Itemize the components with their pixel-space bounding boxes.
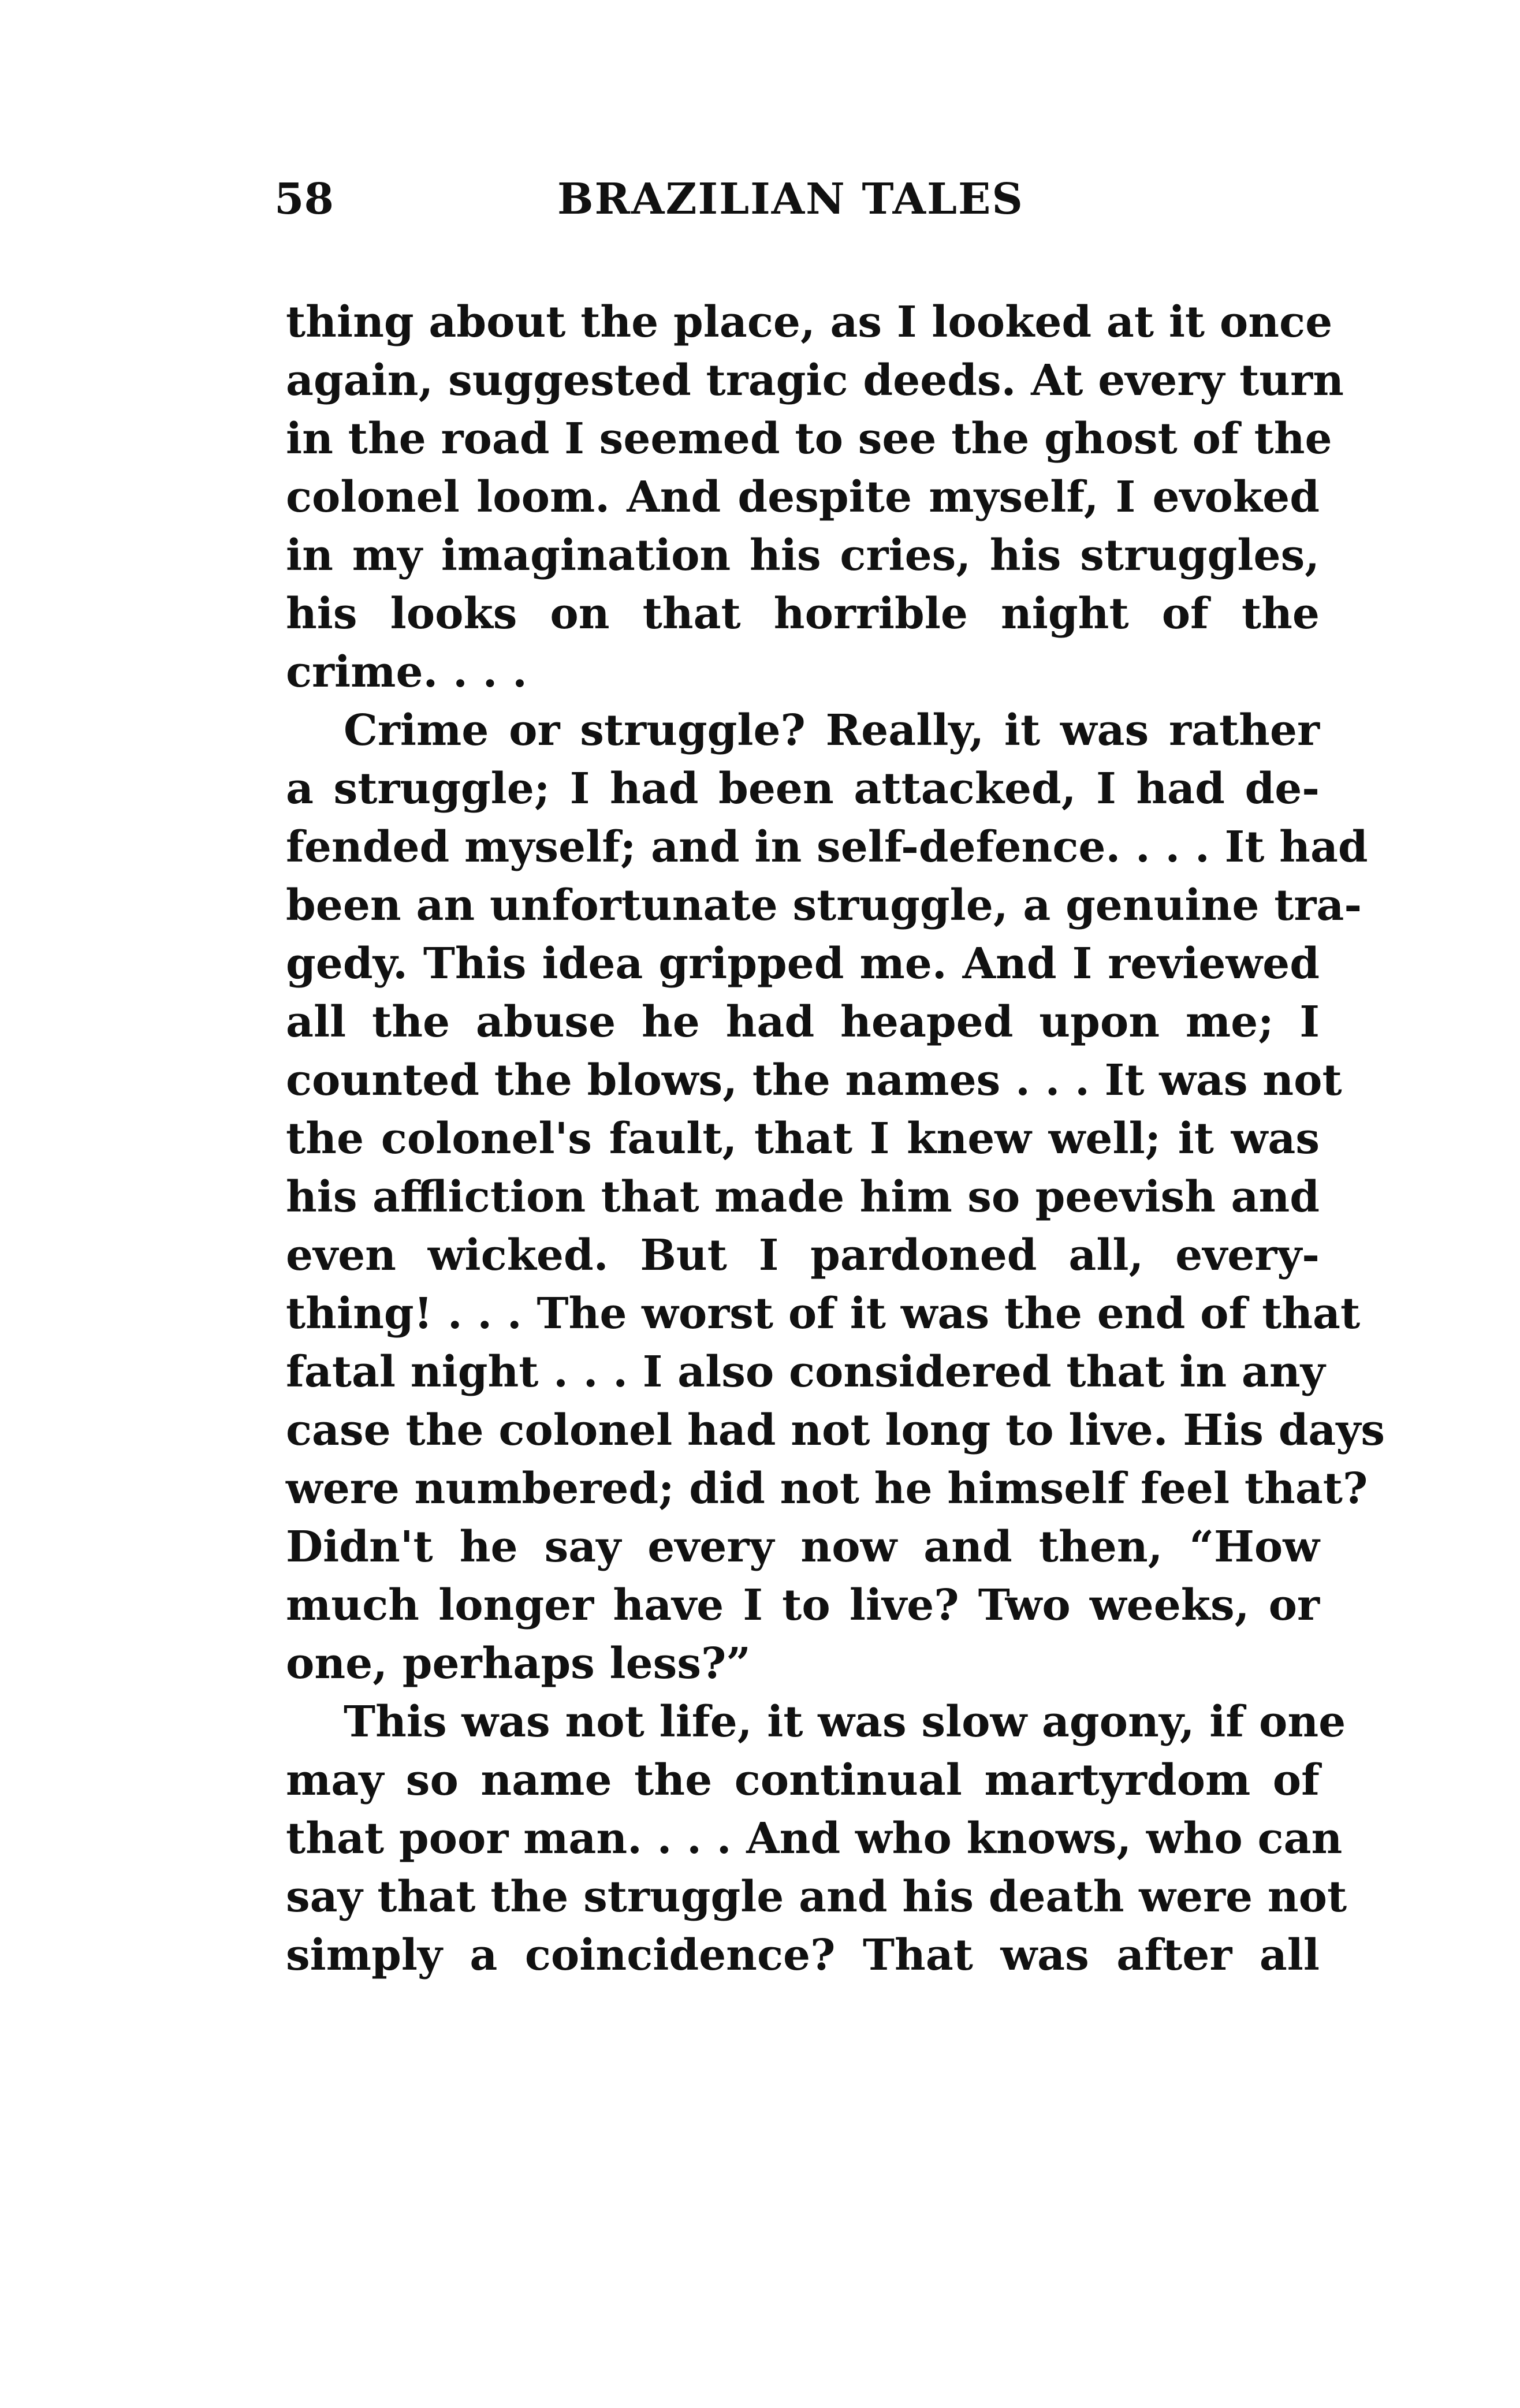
text-line: his affliction that made him so peevish and [286,1172,1320,1222]
text-line: fended myself; and in self-defence. . . . It had [286,822,1368,872]
running-head [274,167,1048,231]
text-line: in the road I seemed to see the ghost of the [286,414,1332,464]
text-line: even wicked. But I pardoned all, every- [286,1231,1320,1280]
text-line: simply a coincidence? That was after all [286,1930,1320,1980]
text-line: been an unfortunate struggle, a genuine tra- [286,881,1362,930]
text-line: again, suggested tragic deeds. At every turn [286,356,1344,405]
text-line: may so name the continual martyrdom of [286,1755,1320,1805]
page-number: 58 [274,174,334,224]
text-line: the colonel's fault, that I knew well; it was [286,1114,1320,1164]
text-line: This was not life, it was slow agony, if one [344,1697,1346,1747]
text-line: that poor man. . . . And who knows, who can [286,1814,1343,1863]
body-text [286,293,1385,1985]
text-line: his looks on that horrible night of the [286,589,1320,639]
text-line: say that the struggle and his death were not [286,1872,1347,1922]
text-line: case the colonel had not long to live. His days [286,1406,1385,1455]
text-line: thing! . . . The worst of it was the end of that [286,1289,1361,1339]
text-line: counted the blows, the names . . . It was not [286,1056,1342,1105]
text-line: a struggle; I had been attacked, I had de- [286,764,1320,814]
text-line: gedy. This idea gripped me. And I reviewed [286,939,1320,989]
text-line: colonel loom. And despite myself, I evoked [286,472,1320,522]
book-title: BRAZILIAN TALES [557,174,1024,224]
text-line: were numbered; did not he himself feel that? [286,1464,1368,1514]
text-line: fatal night . . . I also considered that in any [286,1347,1325,1397]
text-line: one, perhaps less?” [286,1639,751,1688]
text-line: much longer have I to live? Two weeks, or [286,1581,1320,1630]
text-line: Didn't he say every now and then, “How [286,1522,1320,1572]
text-line: all the abuse he had heaped upon me; I [286,997,1320,1047]
text-line: crime. . . . [286,647,527,697]
text-line: in my imagination his cries, his struggles, [286,531,1320,580]
text-line: thing about the place, as I looked at it once [286,297,1333,347]
text-line: Crime or struggle? Really, it was rather [344,706,1320,755]
